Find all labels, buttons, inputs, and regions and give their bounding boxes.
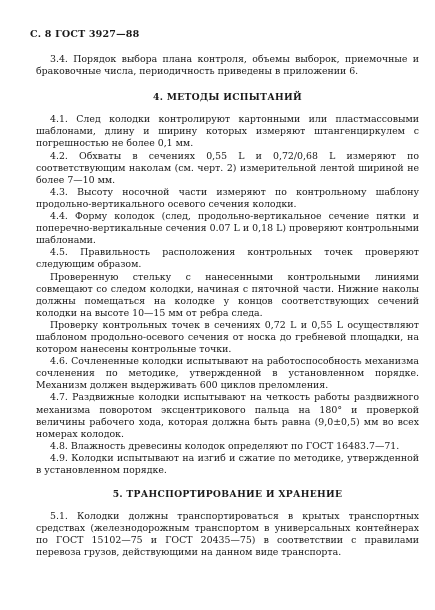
paragraph-4-5-insole: Проверенную стельку с нанесенными контрольными линиями совмещают со следом колодки, начиная с пяточной части. Нижние наколы должны помещаться на колодке у концов соответствующих сечений колодки на высоте 10—15 мм от ребра следа.: [36, 271, 419, 319]
paragraph-4-5-template: Проверку контрольных точек в сечениях 0,72 L и 0,55 L осуществляют шаблоном продольно-осевого сечения от носка до гребневой площадки, на котором нанесены контрольные точки.: [36, 319, 419, 356]
paragraph-5-1: 5.1. Колодки должны транспортироваться в крытых транспортных средствах (железнодорожным транспортом в универсальных контейнерах по ГОСТ 15102—75 и ГОСТ 20435—75) в соответствии с правилами перевоза грузов, действующими на данном виде транспорта.: [36, 511, 419, 559]
paragraph-4-9: 4.9. Колодки испытывают на изгиб и сжатие по методике, утвержденной в установленном порядке.: [36, 452, 419, 476]
paragraph-3-4: 3.4. Порядок выбора плана контроля, объемы выборок, приемочные и браковочные числа, периодичность приведены в приложении 6.: [36, 54, 419, 78]
section-heading-transport-storage: 5. ТРАНСПОРТИРОВАНИЕ И ХРАНЕНИЕ: [112, 489, 343, 501]
paragraph-4-8: 4.8. Влажность древесины колодок определяют по ГОСТ 16483.7—71.: [50, 440, 400, 452]
paragraph-4-7: 4.7. Раздвижные колодки испытывают на четкость работы раздвижного механизма поворотом эксцентрикового пальца на 180° и проверкой величины рабочего хода, которая должна быть равна (9,0±0,5) мм во всех номерах колодок.: [36, 392, 419, 440]
section-heading-test-methods: 4. МЕТОДЫ ИСПЫТАНИЙ: [153, 92, 302, 104]
document-body: [36, 54, 419, 560]
page-header: С. 8 ГОСТ 3927—88: [30, 29, 140, 40]
paragraph-4-2: 4.2. Обхваты в сечениях 0,55 L и 0,72/0,68 L измеряют по соответствующим наколам (см. черт. 2) измерительной лентой шириной не более 7—10 мм.: [36, 150, 419, 186]
paragraph-4-6: 4.6. Сочлененные колодки испытывают на работоспособность механизма сочленения по методике, утвержденной в установленном порядке. Механизм должен выдерживать 600 циклов преломления.: [36, 356, 419, 392]
paragraph-4-5: 4.5. Правильность расположения контрольных точек проверяют следующим образом.: [36, 247, 419, 271]
paragraph-4-1: 4.1. След колодки контролируют картонными или пластмассовыми шаблонами, длину и ширину которых измеряют штангенциркулем с погрешностью не более 0,1 мм.: [36, 114, 419, 150]
paragraph-4-3: 4.3. Высоту носочной части измеряют по контрольному шаблону продольно-вертикального осевого сечения колодки.: [36, 186, 419, 210]
paragraph-4-4: 4.4. Форму колодок (след, продольно-вертикальное сечение пятки и поперечно-вертикальные сечения 0.07 L и 0,18 L) проверяют контрольными шаблонами.: [36, 211, 419, 247]
